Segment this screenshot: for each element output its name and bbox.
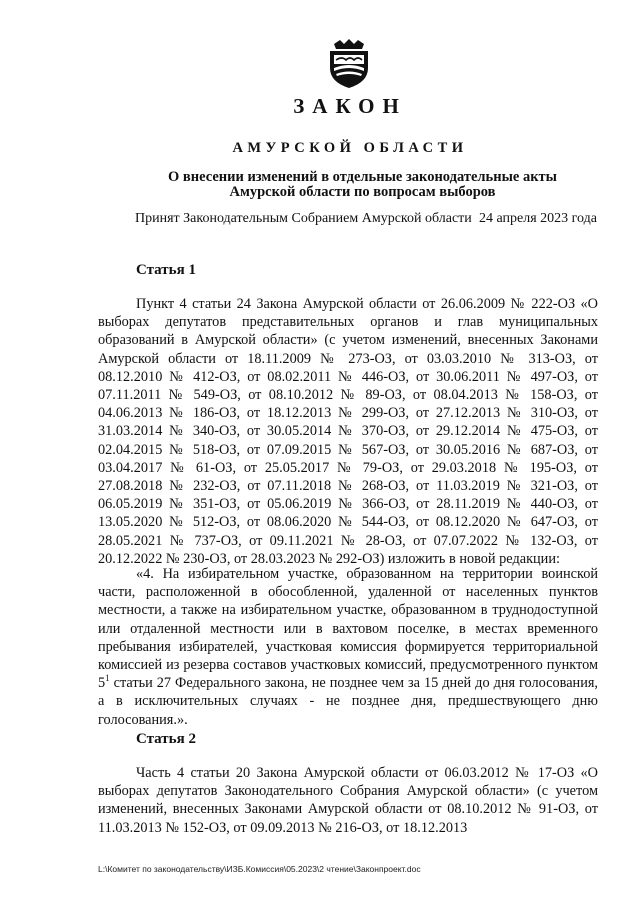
article-1-intro: Пункт 4 статьи 24 Закона Амурской области от 26.06.2009 № 222-ОЗ «О выборах депутатов представительных органов и глав муниципальных образований в Амурской области» (с учетом изменений, внесенных Законами Амурской области от 18.11.2009 № 273-ОЗ, от 03.03.2010 № 313-ОЗ, от 08.12.2010 № 412-ОЗ, от 08.02.2011 № 446-ОЗ, от 30.06.2011 № 497-ОЗ, от 07.11.2011 № 549-ОЗ, от 08.10.2012 № 89-ОЗ, от 08.04.2013 № 158-ОЗ, от 04.06.2013 № 186-ОЗ, от 18.12.2013 № 299-ОЗ, от 27.12.2013 № 310-ОЗ, от 31.03.2014 № 340-ОЗ, от 30.05.2014 № 370-ОЗ, от 29.12.2014 № 475-ОЗ, от 02.04.2015 № 518-ОЗ, от 07.09.2015 № 567-ОЗ, от 30.05.2016 № 687-ОЗ, от 03.04.2017 № 61-ОЗ, от 25.05.2017 № 79-ОЗ, от 29.03.2018 № 195-ОЗ, от 27.08.2018 № 232-ОЗ, от 07.11.2018 № 268-ОЗ, от 11.03.2019 № 321-ОЗ, от 06.05.2019 № 351-ОЗ, от 05.06.2019 № 366-ОЗ, от 28.11.2019 № 440-ОЗ, от 13.05.2020 № 512-ОЗ, от 08.06.2020 № 544-ОЗ, от 08.12.2020 № 647-ОЗ, от 28.05.2021 № 737-ОЗ, от 09.11.2021 № 28-ОЗ, от 07.07.2022 № 132-ОЗ, от 20.12.2022 № 230-ОЗ, от 28.03.2023 № 292-ОЗ) изложить в новой редакции: — [98, 296, 598, 567]
adoption-info — [135, 211, 597, 227]
article-1-quote-part-1: «4. На избирательном участке, образованном на территории воинской части, расположенной в обособленной, удаленной от населенных пунктов местности, а также на избирательном участке, образованном в труднодоступной или отдаленной местности или в вахтовом поселке, в местах временного пребывания избирателей, участковая комиссия формируется территориальной комиссией из резерва составов участковых комиссий, предусмотренного пунктом 5 — [98, 566, 598, 692]
law-subject — [130, 170, 595, 200]
article-1-quote — [98, 565, 598, 729]
article-1-quote-part-2: статьи 27 Федерального закона, не позднее чем за 15 дней до дня голосования, а в исключительных случаях - не позднее дня, предшествующего дню голосования.». — [98, 675, 598, 728]
article-1-heading: Статья 1 — [136, 262, 196, 278]
region-title: АМУРСКОЙ ОБЛАСТИ — [232, 140, 468, 156]
law-subject-line-1: О внесении изменений в отдельные законодательные акты — [168, 169, 557, 185]
file-path-footer: L:\Комитет по законодательству\ИЗБ.Комиссия\05.2023\2 чтение\Законпроект.doc — [98, 864, 421, 874]
law-subject-line-2: Амурской области по вопросам выборов — [229, 184, 496, 200]
article-2-text: Часть 4 статьи 20 Закона Амурской области от 06.03.2012 № 17-ОЗ «О выборах депутатов Законодательного Собрания Амурской области» (с учетом изменений, внесенных Законами Амурской области от 08.10.2012 № 91-ОЗ, от 11.03.2013 № 152-ОЗ, от 09.09.2013 № 216-ОЗ, от 18.12.2013 — [98, 765, 598, 836]
law-title: ЗАКОН — [293, 94, 407, 118]
amur-region-coat-of-arms-icon — [326, 38, 372, 90]
adopted-date: 24 апреля 2023 года — [479, 211, 597, 226]
article-2-heading: Статья 2 — [136, 731, 196, 747]
adopted-by: Принят Законодательным Собранием Амурской области — [135, 211, 472, 226]
article-1-quote-superscript: 1 — [105, 673, 110, 684]
